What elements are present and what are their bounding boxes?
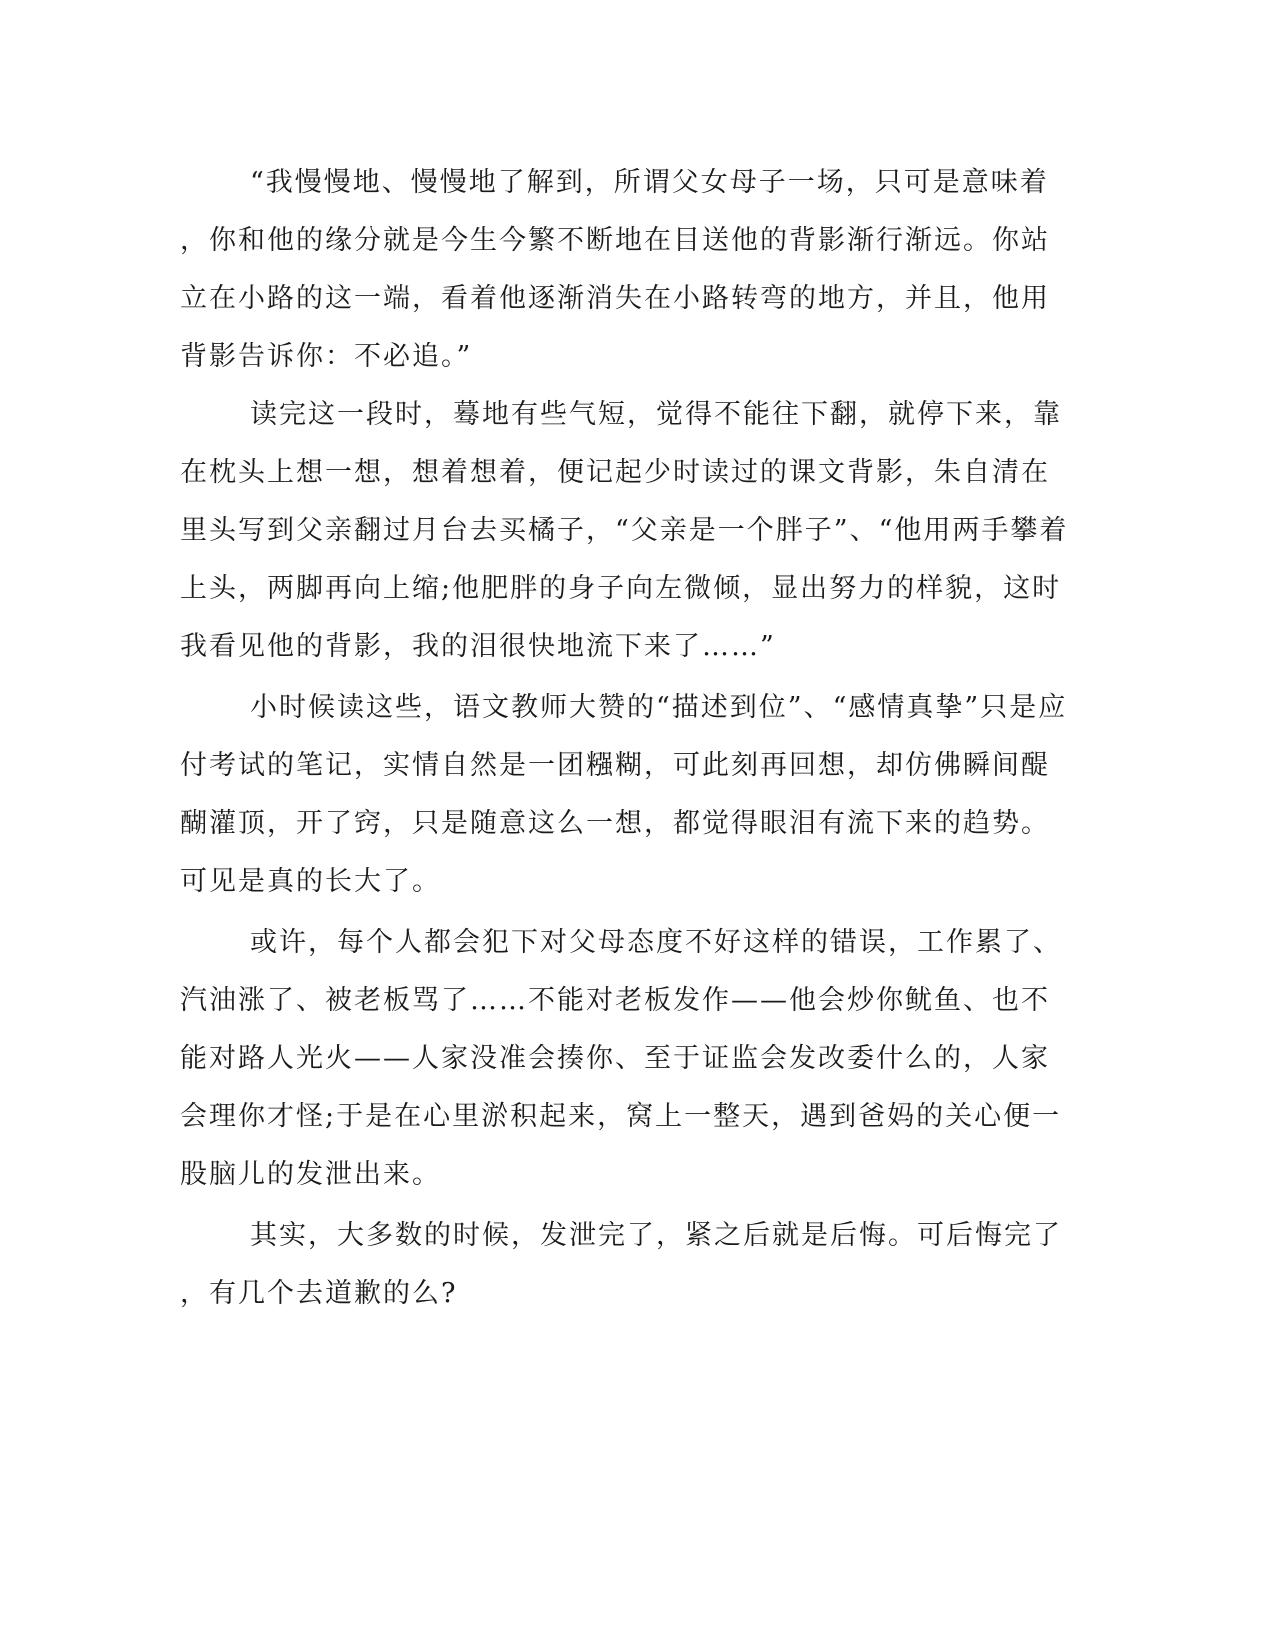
text-line: 立在小路的这一端，看着他逐渐消失在小路转弯的地方，并且，他用: [180, 283, 1050, 314]
text-line: 其实，大多数的时候，发泄完了，紧之后就是后悔。可后悔完了: [250, 1220, 1062, 1251]
text-line: 上头，两脚再向上缩;他肥胖的身子向左微倾，显出努力的样貌，这时: [180, 573, 1062, 604]
text-line: 或许，每个人都会犯下对父母态度不好这样的错误，工作累了、: [250, 927, 1062, 958]
text-line: 醐灌顶，开了窍，只是随意这么一想，都觉得眼泪有流下来的趋势。: [180, 808, 1050, 839]
text-line: 可见是真的长大了。: [180, 866, 441, 897]
text-line: “我慢慢地、慢慢地了解到，所谓父女母子一场，只可是意味着: [250, 167, 1049, 198]
text-line: 我看见他的背影，我的泪很快地流下来了……”: [180, 631, 776, 662]
text-line: 小时候读这些，语文教师大赞的“描述到位”、“感情真挚”只是应: [250, 692, 1068, 723]
text-line: 能对路人光火——人家没准会揍你、至于证监会发改委什么的，人家: [180, 1043, 1050, 1074]
text-line: ，有几个去道歉的么?: [180, 1278, 458, 1309]
text-line: ，你和他的缘分就是今生今繁不断地在目送他的背影渐行渐远。你站: [180, 225, 1050, 256]
text-line: 里头写到父亲翻过月台去买橘子，“父亲是一个胖子”、“他用两手攀着: [180, 515, 1069, 546]
text-line: 汽油涨了、被老板骂了……不能对老板发作——他会炒你鱿鱼、也不: [180, 985, 1050, 1016]
text-line: 背影告诉你：不必追。”: [180, 341, 473, 372]
text-line: 会理你才怪;于是在心里淤积起来，窝上一整天，遇到爸妈的关心便一: [180, 1101, 1062, 1132]
text-line: 在枕头上想一想，想着想着，便记起少时读过的课文背影，朱自清在: [180, 457, 1050, 488]
text-line: 读完这一段时，蓦地有些气短，觉得不能往下翻，就停下来，靠: [250, 399, 1062, 430]
text-line: 付考试的笔记，实情自然是一团糨糊，可此刻再回想，却仿佛瞬间醍: [180, 750, 1050, 781]
text-line: 股脑儿的发泄出来。: [180, 1159, 441, 1190]
